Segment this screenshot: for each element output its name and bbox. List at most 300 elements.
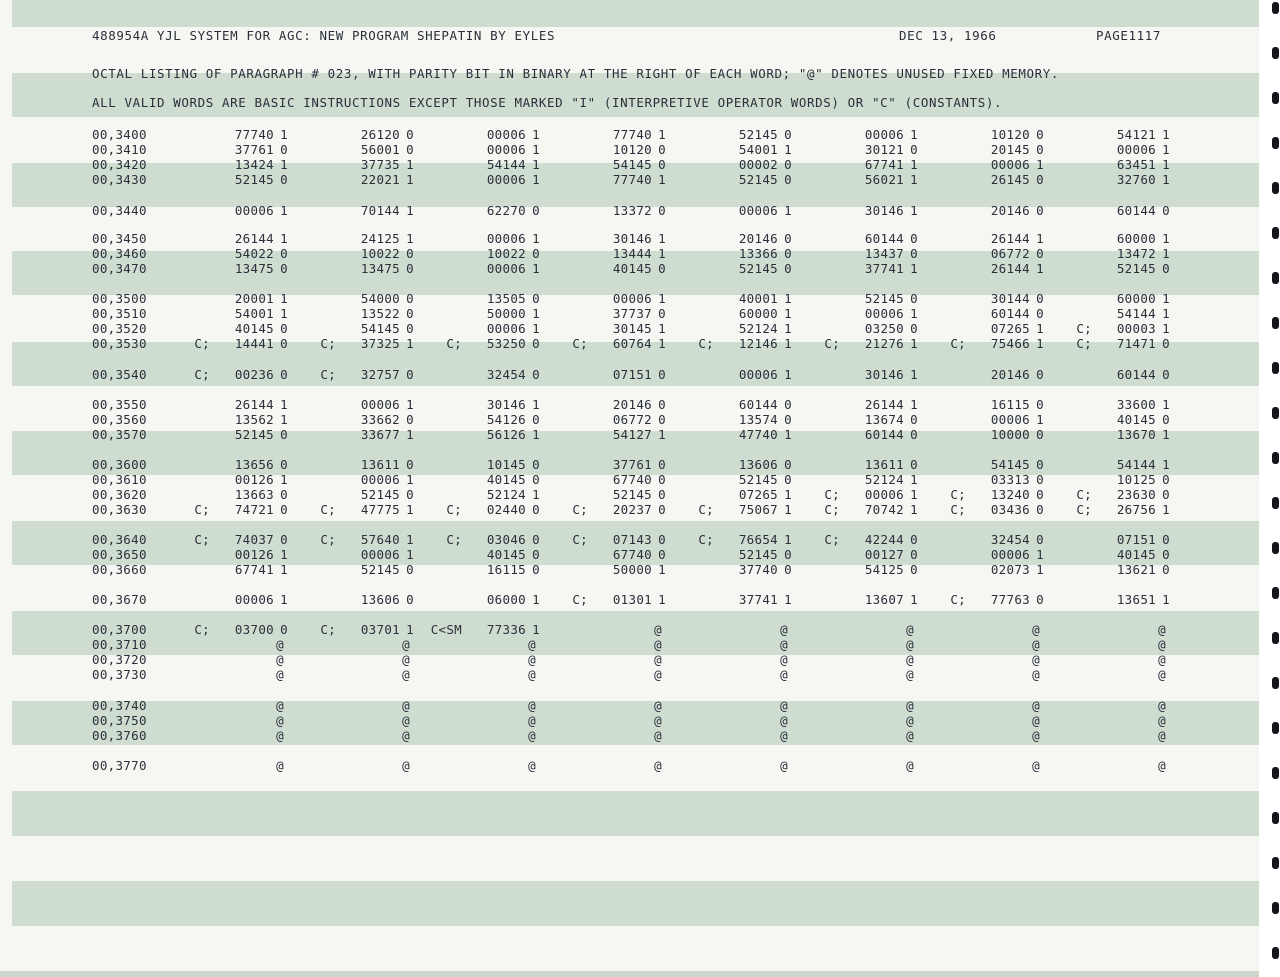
octal-word-cell [546,652,666,667]
octal-word-cell [168,562,288,577]
octal-word: 00006 [612,291,652,306]
octal-word: 00006 [486,231,526,246]
octal-word-cell [546,592,666,607]
parity-bit: 0 [1036,502,1044,517]
octal-word-cell [168,321,288,336]
octal-word: 00006 [738,367,778,382]
octal-word-cell [924,291,1044,306]
octal-word-cell [294,231,414,246]
octal-word-cell [168,487,288,502]
parity-bit: 0 [658,306,666,321]
octal-word-cell [1050,336,1170,351]
octal-word-cell [924,246,1044,261]
parity-bit: 0 [532,367,540,382]
octal-word: 54144 [1116,457,1156,472]
octal-word-cell [294,261,414,276]
unused-memory-marker: @ [402,652,410,667]
parity-bit: 1 [658,127,666,142]
parity-bit: 1 [532,261,540,276]
octal-word-cell [798,637,918,652]
parity-bit: 1 [658,592,666,607]
memory-address: 00,3620 [92,487,147,502]
octal-word: 00006 [864,306,904,321]
octal-word-cell [168,758,288,773]
octal-word: 13663 [234,487,274,502]
unused-memory-marker: @ [1032,758,1040,773]
listing-row [0,397,1259,412]
octal-word-cell [294,367,414,382]
octal-word: 54145 [612,157,652,172]
octal-word-cell [672,321,792,336]
octal-word: 40145 [234,321,274,336]
listing-row [0,547,1259,562]
parity-bit: 0 [280,261,288,276]
unused-memory-marker: @ [402,667,410,682]
memory-address: 00,3710 [92,637,147,652]
octal-word-cell [924,231,1044,246]
unused-memory-marker: @ [654,667,662,682]
word-type-marker: C; [194,532,210,547]
unused-memory-marker: @ [780,622,788,637]
octal-word-cell [1050,291,1170,306]
memory-address: 00,3460 [92,246,147,261]
octal-word: 32757 [360,367,400,382]
memory-address: 00,3560 [92,412,147,427]
parity-bit: 1 [406,547,414,562]
parity-bit: 0 [658,472,666,487]
unused-memory-marker: @ [1158,637,1166,652]
parity-bit: 0 [406,562,414,577]
parity-bit: 0 [658,457,666,472]
parity-bit: 0 [784,127,792,142]
octal-word: 00236 [234,367,274,382]
unused-memory-marker: @ [276,758,284,773]
octal-word: 24125 [360,231,400,246]
octal-word-cell [168,532,288,547]
octal-word: 00006 [990,547,1030,562]
parity-bit: 0 [658,487,666,502]
parity-bit: 1 [784,427,792,442]
octal-word: 40145 [1116,547,1156,562]
octal-word: 33600 [1116,397,1156,412]
octal-word-cell [420,487,540,502]
unused-memory-marker: @ [906,713,914,728]
octal-word-cell [168,652,288,667]
octal-word-cell [168,713,288,728]
tractor-hole [1272,137,1279,149]
octal-word: 37737 [612,306,652,321]
parity-bit: 1 [532,397,540,412]
word-type-marker: C; [698,502,714,517]
parity-bit: 1 [910,203,918,218]
octal-word: 33677 [360,427,400,442]
octal-word: 20237 [612,502,652,517]
octal-word-cell [1050,592,1170,607]
parity-bit: 0 [406,246,414,261]
octal-word-cell [420,562,540,577]
octal-word-cell [672,172,792,187]
parity-bit: 1 [1162,397,1170,412]
octal-word-cell [420,231,540,246]
unused-memory-marker: @ [906,637,914,652]
parity-bit: 0 [910,412,918,427]
octal-word: 30146 [864,367,904,382]
parity-bit: 1 [1162,157,1170,172]
octal-word-cell [294,758,414,773]
octal-word-cell [1050,427,1170,442]
parity-bit: 0 [658,142,666,157]
octal-word-cell [168,667,288,682]
octal-word-cell [1050,261,1170,276]
parity-bit: 0 [280,622,288,637]
octal-word-cell [420,261,540,276]
parity-bit: 0 [784,457,792,472]
parity-bit: 1 [910,367,918,382]
parity-bit: 1 [1162,457,1170,472]
octal-word-cell [672,637,792,652]
octal-word: 13670 [1116,427,1156,442]
octal-word: 60144 [1116,367,1156,382]
parity-bit: 1 [532,487,540,502]
parity-bit: 0 [910,547,918,562]
parity-bit: 1 [1036,412,1044,427]
parity-bit: 0 [1162,203,1170,218]
word-type-marker: C; [572,502,588,517]
octal-word-cell [924,306,1044,321]
unused-memory-marker: @ [1032,637,1040,652]
octal-word-cell [420,502,540,517]
unused-memory-marker: @ [276,728,284,743]
unused-memory-marker: @ [780,667,788,682]
octal-word-cell [546,502,666,517]
octal-word-cell [1050,502,1170,517]
octal-word-cell [168,246,288,261]
octal-word-cell [798,698,918,713]
octal-word: 10120 [990,127,1030,142]
parity-bit: 0 [532,457,540,472]
octal-word: 75067 [738,502,778,517]
parity-bit: 0 [280,502,288,517]
parity-bit: 1 [784,142,792,157]
listing-row [0,472,1259,487]
listing-row [0,306,1259,321]
tractor-hole [1272,2,1279,14]
octal-word-cell [924,321,1044,336]
octal-word: 63451 [1116,157,1156,172]
parity-bit: 0 [406,127,414,142]
octal-word: 40001 [738,291,778,306]
listing-header-page: PAGE1117 [1096,28,1162,43]
octal-word: 20001 [234,291,274,306]
octal-word-cell [294,652,414,667]
octal-word-cell [294,728,414,743]
parity-bit: 1 [910,487,918,502]
octal-word-cell [1050,397,1170,412]
unused-memory-marker: @ [780,698,788,713]
parity-bit: 1 [406,231,414,246]
listing-row [0,172,1259,187]
octal-word: 13611 [360,457,400,472]
word-type-marker: C; [194,622,210,637]
tractor-hole [1272,497,1279,509]
parity-bit: 1 [280,562,288,577]
parity-bit: 0 [658,502,666,517]
octal-word: 32454 [486,367,526,382]
parity-bit: 1 [1036,336,1044,351]
octal-word: 53250 [486,336,526,351]
parity-bit: 1 [406,172,414,187]
octal-word-cell [546,532,666,547]
unused-memory-marker: @ [654,652,662,667]
octal-word: 00006 [486,172,526,187]
tractor-hole [1272,317,1279,329]
octal-word: 30146 [486,397,526,412]
octal-word-cell [672,203,792,218]
listing-row [0,713,1259,728]
parity-bit: 1 [784,336,792,351]
octal-word: 50000 [486,306,526,321]
parity-bit: 1 [280,592,288,607]
memory-address: 00,3740 [92,698,147,713]
unused-memory-marker: @ [906,758,914,773]
octal-word-cell [546,336,666,351]
listing-row [0,367,1259,382]
tractor-hole [1272,902,1279,914]
listing-row [0,637,1259,652]
octal-word: 26144 [234,231,274,246]
unused-memory-marker: @ [1032,713,1040,728]
parity-bit: 1 [532,592,540,607]
octal-word-cell [420,592,540,607]
parity-bit: 0 [1036,127,1044,142]
parity-bit: 0 [1036,532,1044,547]
unused-memory-marker: @ [906,698,914,713]
octal-word: 00006 [486,321,526,336]
parity-bit: 1 [532,142,540,157]
parity-bit: 1 [280,472,288,487]
memory-address: 00,3540 [92,367,147,382]
octal-word: 52145 [864,291,904,306]
octal-word-cell [798,412,918,427]
octal-word: 37741 [864,261,904,276]
octal-word: 40145 [612,261,652,276]
octal-word: 13606 [738,457,778,472]
octal-word: 20146 [738,231,778,246]
octal-word-cell [294,713,414,728]
octal-word-cell [1050,127,1170,142]
octal-word-cell [798,502,918,517]
greenbar-stripe [12,0,1259,27]
listing-row [0,427,1259,442]
octal-word: 06772 [990,246,1030,261]
unused-memory-marker: @ [1158,698,1166,713]
listing-row [0,127,1259,142]
octal-word-cell [1050,172,1170,187]
octal-word: 23630 [1116,487,1156,502]
octal-word-cell [420,291,540,306]
word-type-marker: C; [320,622,336,637]
parity-bit: 0 [1162,367,1170,382]
unused-memory-marker: @ [276,667,284,682]
octal-word: 60000 [1116,231,1156,246]
octal-word: 07265 [738,487,778,502]
octal-word-cell [420,758,540,773]
word-type-marker: C; [698,532,714,547]
octal-word-cell [924,547,1044,562]
octal-word-cell [546,412,666,427]
parity-bit: 1 [910,397,918,412]
octal-word-cell [546,231,666,246]
octal-word-cell [420,427,540,442]
unused-memory-marker: @ [1032,698,1040,713]
parity-bit: 1 [910,157,918,172]
octal-word: 03046 [486,532,526,547]
octal-word-cell [420,652,540,667]
octal-word: 13621 [1116,562,1156,577]
octal-word: 00006 [1116,142,1156,157]
octal-word: 52145 [738,472,778,487]
parity-bit: 1 [280,157,288,172]
unused-memory-marker: @ [276,637,284,652]
parity-bit: 0 [406,412,414,427]
octal-word: 13607 [864,592,904,607]
memory-address: 00,3700 [92,622,147,637]
unused-memory-marker: @ [528,698,536,713]
octal-word-cell [546,367,666,382]
word-type-marker: C; [320,532,336,547]
memory-address: 00,3440 [92,203,147,218]
octal-word: 10022 [360,246,400,261]
octal-word-cell [798,457,918,472]
octal-word-cell [924,457,1044,472]
parity-bit: 1 [910,306,918,321]
parity-bit: 1 [910,127,918,142]
octal-word-cell [924,532,1044,547]
parity-bit: 1 [1162,246,1170,261]
octal-word-cell [420,321,540,336]
octal-word-cell [1050,547,1170,562]
unused-memory-marker: @ [1032,652,1040,667]
octal-word-cell [420,532,540,547]
octal-word-cell [420,667,540,682]
octal-word-cell [168,427,288,442]
parity-bit: 1 [532,157,540,172]
octal-word-cell [546,758,666,773]
octal-word-cell [294,291,414,306]
memory-address: 00,3410 [92,142,147,157]
parity-bit: 1 [1162,127,1170,142]
octal-word: 00006 [360,472,400,487]
word-type-marker: C; [1076,321,1092,336]
parity-bit: 1 [532,231,540,246]
parity-bit: 1 [1162,291,1170,306]
octal-word-cell [294,637,414,652]
parity-bit: 0 [1036,367,1044,382]
memory-address: 00,3430 [92,172,147,187]
tractor-hole [1272,947,1279,959]
parity-bit: 1 [1162,142,1170,157]
octal-word-cell [672,291,792,306]
unused-memory-marker: @ [654,637,662,652]
word-type-marker: C; [446,502,462,517]
parity-bit: 0 [658,367,666,382]
octal-word: 00006 [234,203,274,218]
octal-word-cell [672,142,792,157]
octal-word-cell [672,336,792,351]
greenbar-stripe [12,791,1259,836]
octal-word-cell [420,547,540,562]
octal-word-cell [798,127,918,142]
octal-word-cell [420,142,540,157]
word-type-marker: C; [698,336,714,351]
unused-memory-marker: @ [1158,667,1166,682]
parity-bit: 1 [910,172,918,187]
octal-word-cell [1050,306,1170,321]
octal-word-cell [546,622,666,637]
octal-word: 40145 [486,547,526,562]
octal-word: 00006 [360,397,400,412]
greenbar-stripe [12,881,1259,926]
octal-word-cell [924,637,1044,652]
tractor-hole [1272,857,1279,869]
parity-bit: 0 [784,261,792,276]
memory-address: 00,3510 [92,306,147,321]
octal-word-cell [546,291,666,306]
octal-word: 52124 [864,472,904,487]
parity-bit: 0 [280,321,288,336]
octal-word-cell [672,622,792,637]
octal-word: 30146 [612,231,652,246]
octal-word: 37761 [612,457,652,472]
parity-bit: 0 [532,336,540,351]
octal-word-cell [420,457,540,472]
octal-word-cell [168,142,288,157]
octal-word: 26145 [990,172,1030,187]
octal-word-cell [168,592,288,607]
listing-row [0,562,1259,577]
octal-word: 56126 [486,427,526,442]
unused-memory-marker: @ [654,758,662,773]
unused-memory-marker: @ [654,728,662,743]
octal-word: 52145 [360,562,400,577]
octal-word: 13372 [612,203,652,218]
parity-bit: 0 [406,291,414,306]
octal-word: 42244 [864,532,904,547]
octal-word: 47775 [360,502,400,517]
unused-memory-marker: @ [1158,622,1166,637]
octal-word: 77740 [234,127,274,142]
parity-bit: 1 [784,532,792,547]
octal-word-cell [672,698,792,713]
parity-bit: 1 [784,291,792,306]
parity-bit: 0 [910,246,918,261]
octal-word: 60144 [990,306,1030,321]
octal-word-cell [1050,457,1170,472]
tractor-hole [1272,407,1279,419]
octal-word-cell [798,203,918,218]
parity-bit: 0 [1036,291,1044,306]
listing-header-title: 488954A YJL SYSTEM FOR AGC: NEW PROGRAM SHEPATIN BY EYLES [92,28,556,43]
octal-word: 67740 [612,472,652,487]
octal-word-cell [420,127,540,142]
octal-word: 54145 [360,321,400,336]
tractor-hole [1272,362,1279,374]
unused-memory-marker: @ [654,713,662,728]
octal-word: 07143 [612,532,652,547]
octal-word: 20145 [990,142,1030,157]
octal-word-cell [672,412,792,427]
listing-row [0,246,1259,261]
